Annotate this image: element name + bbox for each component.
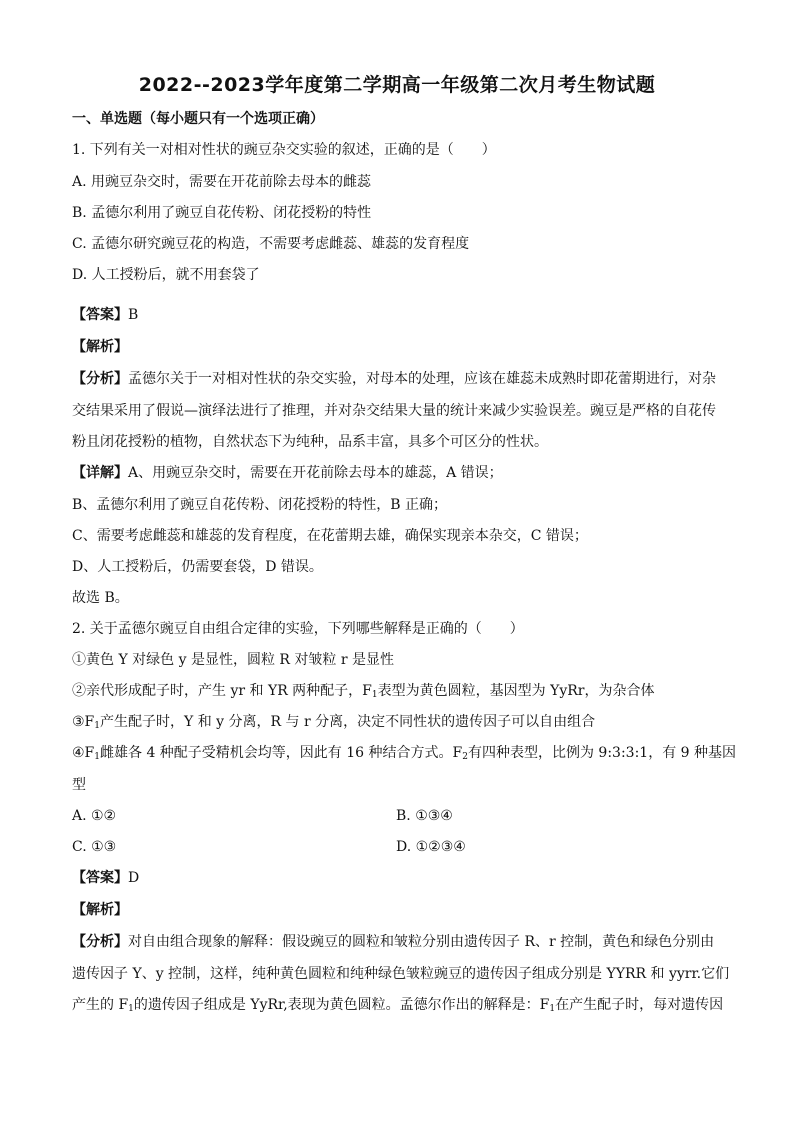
question-2-answer xyxy=(72,869,722,887)
question-1-option-a: A. 用豌豆杂交时，需要在开花前除去母本的雌蕊 xyxy=(72,174,372,190)
question-1-analysis-line-3: 粉且闭花授粉的植物，自然状态下为纯种，品系丰富，具多个可区分的性状。 xyxy=(72,434,548,450)
question-2-analysis-tag: 【解析】 xyxy=(72,902,128,918)
question-2-statement-1: ①黄色 Y 对绿色 y 是显性，圆粒 R 对皱粒 r 是显性 xyxy=(72,652,394,668)
question-2-statement-2: ②亲代形成配子时，产生 yr 和 YR 两种配子，$F_1$表型为黄色圆粒，基因型为 YyRr，为杂合体 xyxy=(72,683,655,700)
question-1-conclusion: 故选 B。 xyxy=(72,590,129,606)
question-2-option-b: B. ①③④ xyxy=(396,808,453,824)
question-2-statement-3: $③F_1$产生配子时，Y 和 y 分离，R 与 r 分离，决定不同性状的遗传因子可以自由组合 xyxy=(72,714,596,731)
answer-value: D xyxy=(128,870,140,886)
question-1-analysis-line-2: 交结果采用了假说—演绎法进行了推理，并对杂交结果大量的统计来减少实验误差。豌豆是严格的自花传 xyxy=(72,403,716,419)
question-1-option-d: D. 人工授粉后，就不用套袋了 xyxy=(72,267,260,283)
question-2-option-c: C. ①③ xyxy=(72,839,117,855)
question-1-answer xyxy=(72,306,722,324)
question-2-stem: 2. 关于孟德尔豌豆自由组合定律的实验，下列哪些解释是正确的（ ） xyxy=(72,621,524,637)
question-1-stem: 1. 下列有关一对相对性状的豌豆杂交实验的叙述，正确的是（ ） xyxy=(72,142,496,158)
question-2-option-d: D. ①②③④ xyxy=(396,839,466,855)
question-1-detail-d: D、人工授粉后，仍需要套袋，D 错误。 xyxy=(72,559,323,575)
question-1-option-b: B. 孟德尔利用了豌豆自花传粉、闭花授粉的特性 xyxy=(72,205,372,221)
answer-value: B xyxy=(128,307,139,323)
question-1-detail-c: C、需要考虑雌蕊和雄蕊的发育程度，在花蕾期去雄，确保实现亲本杂交，C 错误； xyxy=(72,528,588,544)
answer-tag: 【答案】 xyxy=(72,307,128,323)
question-1-detail-a: 【详解】A、用豌豆杂交时，需要在开花前除去母本的雄蕊，A 错误； xyxy=(72,465,503,481)
question-2-statement-4: $④F_1$雌雄各 4 种配子受精机会均等，因此有 16 种结合方式。$F_2$有四种表型，比例为 9:3:3:1，有 9 种基因 xyxy=(72,745,737,762)
question-2-analysis-line-3: 产生的 $F_1$的遗传因子组成是 YyRr,表现为黄色圆粒。孟德尔作出的解释是：$F_1$在产生配子时，每对遗传因 xyxy=(72,997,724,1014)
question-1-analysis-tag: 【解析】 xyxy=(72,339,128,355)
question-2-option-a: A. ①② xyxy=(72,808,117,824)
page-title: 2022--2023学年度第二学期高一年级第二次月考生物试题 xyxy=(138,74,656,96)
answer-tag: 【答案】 xyxy=(72,870,128,886)
question-2-analysis-line-2: 遗传因子 Y、y 控制，这样，纯种黄色圆粒和纯种绿色皱粒豌豆的遗传因子组成分别是 YYRR 和 yyrr.它们 xyxy=(72,966,730,982)
question-1-option-c: C. 孟德尔研究豌豆花的构造，不需要考虑雌蕊、雄蕊的发育程度 xyxy=(72,236,470,252)
section-heading: 一、单选题（每小题只有一个选项正确） xyxy=(72,111,324,127)
question-2-statement-4-wrap: 型 xyxy=(72,777,86,793)
question-2-analysis-line-1: 【分析】对自由组合现象的解释：假设豌豆的圆粒和皱粒分别由遗传因子 R、r 控制，黄色和绿色分别由 xyxy=(72,934,715,950)
question-1-analysis-line-1: 【分析】孟德尔关于一对相对性状的杂交实验，对母本的处理，应该在雄蕊未成熟时即花蕾期进行，对杂 xyxy=(72,371,716,387)
question-1-detail-b: B、孟德尔利用了豌豆自花传粉、闭花授粉的特性，B 正确； xyxy=(72,497,448,513)
